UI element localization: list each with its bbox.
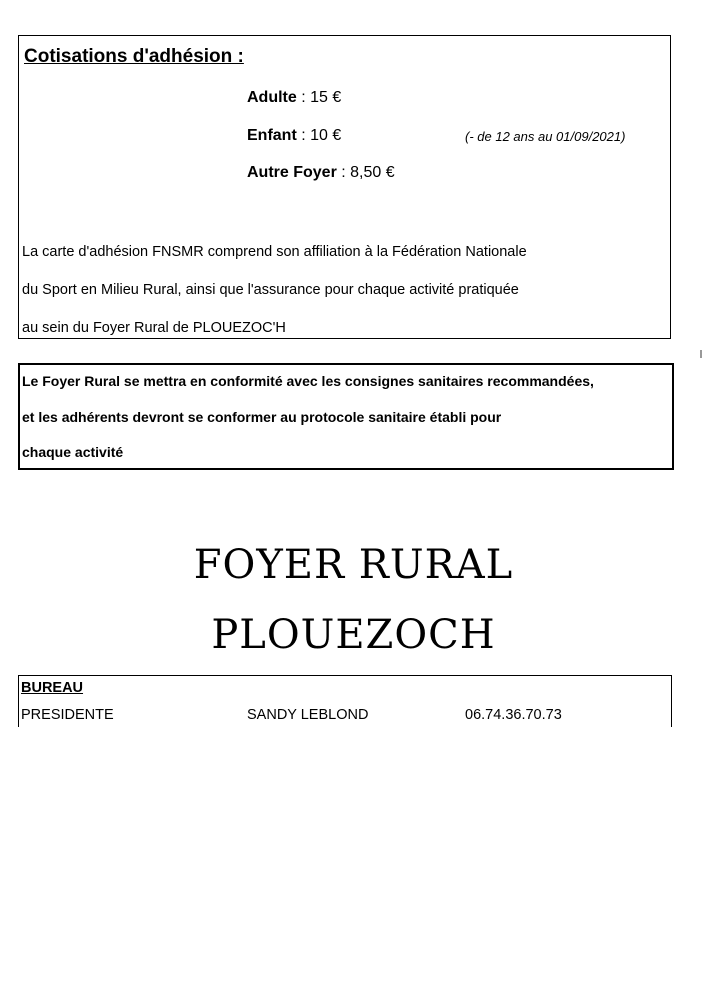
- membership-paragraph-line-2: du Sport en Milieu Rural, ainsi que l'assurance pour chaque activité pratiquée: [22, 282, 519, 298]
- bureau-role: PRESIDENTE: [21, 707, 114, 723]
- bureau-table: [18, 675, 672, 727]
- fee-other-foyer-label: Autre Foyer: [247, 164, 337, 181]
- bureau-name: SANDY LEBLOND: [247, 707, 369, 723]
- membership-title: Cotisations d'adhésion :: [24, 46, 244, 67]
- sanitary-line-2: et les adhérents devront se conformer au protocole sanitaire établi pour: [22, 409, 502, 425]
- sanitary-line-3: chaque activité: [22, 444, 124, 460]
- fee-other-foyer-value: : 8,50 €: [336, 164, 395, 181]
- fee-child-label: Enfant: [247, 127, 297, 144]
- bureau-title: BUREAU: [21, 680, 84, 696]
- heading-plouezoch: PLOUEZOCH: [211, 612, 496, 658]
- fee-child: [247, 127, 341, 145]
- bureau-phone: 06.74.36.70.73: [465, 707, 562, 723]
- heading-foyer-rural: FOYER RURAL: [193, 542, 514, 588]
- membership-fees-box: [18, 35, 671, 339]
- sanitary-line-1: Le Foyer Rural se mettra en conformité avec les consignes sanitaires recommandées,: [22, 373, 594, 389]
- fee-child-value: : 10 €: [296, 127, 342, 144]
- fee-adult: [247, 89, 341, 107]
- fee-other-foyer: [247, 164, 395, 182]
- edge-mark: [700, 350, 702, 358]
- fee-adult-label: Adulte: [247, 89, 297, 106]
- fee-adult-value: : 15 €: [296, 89, 342, 106]
- membership-paragraph-line-3: au sein du Foyer Rural de PLOUEZOC'H: [22, 320, 286, 336]
- sanitary-notice-box: [18, 363, 674, 470]
- child-age-note: (- de 12 ans au 01/09/2021): [465, 129, 626, 144]
- membership-paragraph-line-1: La carte d'adhésion FNSMR comprend son affiliation à la Fédération Nationale: [22, 244, 527, 260]
